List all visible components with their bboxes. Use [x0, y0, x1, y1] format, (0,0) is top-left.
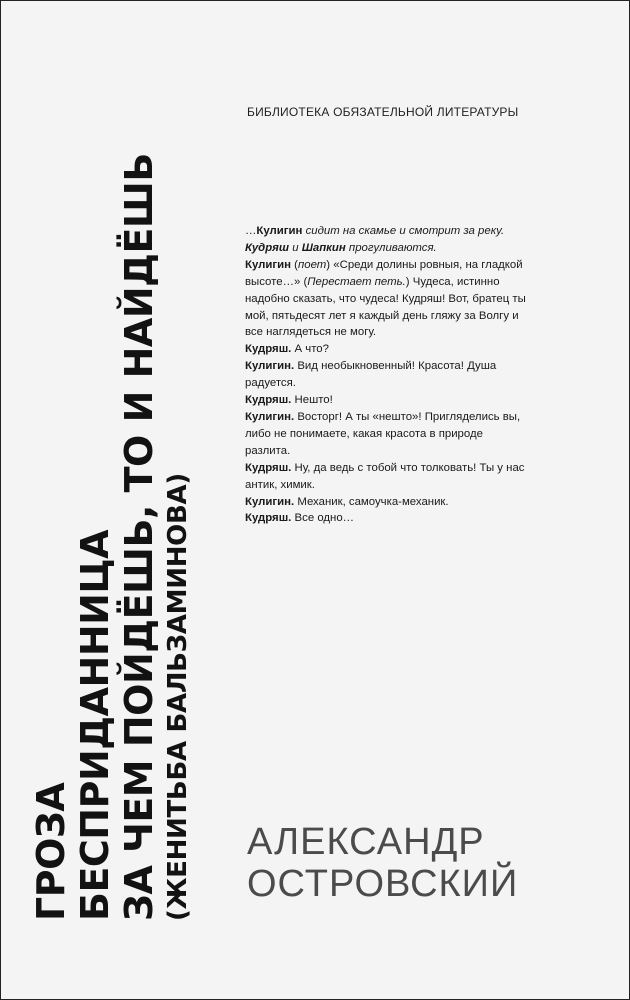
title-line-1: ГРОЗА	[29, 782, 73, 921]
author-name	[247, 821, 518, 905]
stage-direction: прогуливаются.	[345, 241, 437, 254]
author-first-name: АЛЕКСАНДР	[247, 821, 485, 863]
excerpt-span: А что?	[291, 343, 329, 356]
excerpt-paragraph	[245, 392, 531, 409]
excerpt-span: Нешто!	[291, 394, 333, 407]
stage-direction: сидит на скамье и смотрит за реку.	[302, 225, 505, 237]
excerpt-paragraph	[245, 510, 531, 527]
excerpt-paragraph	[245, 257, 531, 342]
excerpt-paragraph	[245, 358, 531, 392]
excerpt-span: Вид необыкновенный! Красота! Душа радуется.	[245, 360, 497, 390]
title-line-2: БЕСПРИДАННИЦА	[73, 529, 117, 921]
character-name: Кулигин	[245, 258, 292, 271]
character-name: Кудряш.	[245, 461, 292, 474]
excerpt-paragraph	[245, 223, 531, 257]
character-name: Кулигин	[256, 225, 303, 237]
excerpt-paragraph	[245, 460, 531, 494]
excerpt-span: ) Чудеса, истинно надобно сказать, что чудеса! Кудряш! Вот, братец ты мой, пятьдесят лет я каждый день гляжу за Волгу и все наглядеться не могу.	[245, 275, 526, 339]
excerpt-text	[245, 223, 531, 527]
author-last-name: ОСТРОВСКИЙ	[247, 863, 519, 905]
stage-direction: Перестает петь.	[307, 275, 406, 288]
character-name: Кулигин.	[245, 410, 295, 423]
series-title: БИБЛИОТЕКА ОБЯЗАТЕЛЬНОЙ ЛИТЕРАТУРЫ	[247, 105, 519, 119]
character-name: Шапкин	[301, 241, 346, 254]
book-titles	[29, 71, 195, 921]
excerpt-span: ) «Среди долины ровныя, на гладкой высоте…» (	[245, 258, 523, 288]
title-line-3: ЗА ЧЕМ ПОЙДЁШЬ, ТО И НАЙДЁШЬ	[117, 153, 161, 921]
excerpt-span: Ну, да ведь с тобой что толковать! Ты у нас антик, химик.	[245, 461, 525, 491]
character-name: Кудряш.	[245, 343, 292, 356]
excerpt-paragraph	[245, 341, 531, 358]
excerpt-span: …	[245, 225, 257, 237]
character-name: Кудряш.	[245, 512, 292, 525]
character-name: Кулигин.	[245, 495, 295, 508]
excerpt-paragraph	[245, 409, 531, 460]
title-line-4: (ЖЕНИТЬБА БАЛЬЗАМИНОВА)	[163, 473, 193, 921]
stage-direction: и	[289, 241, 302, 254]
excerpt-span: Все одно…	[291, 512, 355, 525]
excerpt-span: Механик, самоучка-механик.	[294, 495, 449, 508]
character-name: Кудряш	[245, 241, 290, 254]
character-name: Кудряш.	[245, 394, 292, 407]
stage-direction: поет	[297, 258, 327, 271]
excerpt-paragraph	[245, 494, 531, 511]
excerpt-span: Восторг! А ты «нешто»! Пригляделись вы, либо не понимаете, какая красота в природе разлита.	[245, 410, 521, 457]
excerpt-span: (	[291, 258, 298, 271]
character-name: Кулигин.	[245, 360, 295, 373]
